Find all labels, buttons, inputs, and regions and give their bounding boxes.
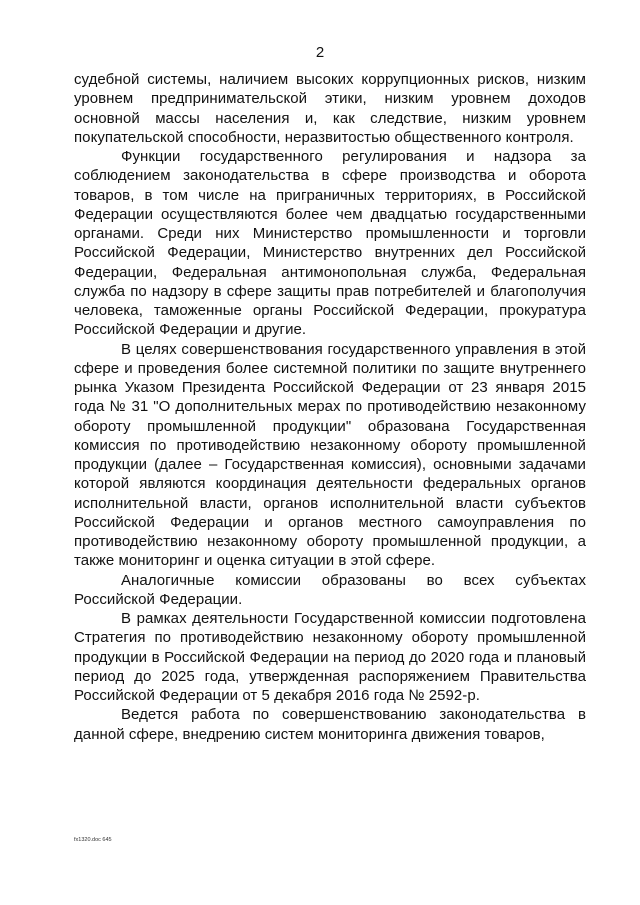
paragraph-regulation-functions: Функции государственного регулирования и надзора за соблюдением законодательства в сфере производства и оборота товаров, в том числе на приграничных территориях, в Российской Федерации осуществляются более чем двадцатью государственными органами. Среди них Министерство промышленности и торговли Российской Федерации, Министерство внутренних дел Российской Федерации, Федеральная антимонопольная служба, Федеральная служба по надзору в сфере защиты прав потребителей и благополучия человека, таможенные органы Российской Федерации, прокуратура Российской Федерации и другие.	[74, 148, 586, 339]
paragraph-state-commission: В целях совершенствования государственного управления в этой сфере и проведения более системной политики по защите внутреннего рынка Указом Президента Российской Федерации от 23 января 2015 года № 31 "О дополнительных мерах по противодействию незаконному обороту промышленной продукции" образована Государственная комиссия по противодействию незаконному обороту промышленной продукции (далее – Государственная комиссия), основными задачами которой являются координация деятельности федеральных органов исполнительной власти, органов исполнительной власти субъектов Российской Федерации и органов местного самоуправления по противодействию незаконному обороту промышленной продукции, а также мониторинг и оценка ситуации в этой сфере.	[74, 340, 586, 570]
paragraph-continuation: судебной системы, наличием высоких коррупционных рисков, низким уровнем предпринимательской этики, низким уровнем доходов основной массы населения и, как следствие, низким уровнем покупательской способности, неразвитостью общественного контроля.	[74, 71, 586, 146]
paragraph-strategy: В рамках деятельности Государственной комиссии подготовлена Стратегия по противодействию незаконному обороту промышленной продукции в Российской Федерации на период до 2020 года и плановый период до 2025 года, утвержденная распоряжением Правительства Российской Федерации от 5 декабря 2016 года № 2592-р.	[74, 610, 586, 704]
paragraph-regional-commissions: Аналогичные комиссии образованы во всех субъектах Российской Федерации.	[74, 571, 586, 608]
footer-file-code: fx1320.doc 645	[74, 837, 112, 843]
page-number: 2	[315, 44, 325, 61]
paragraph-legislation-work: Ведется работа по совершенствованию законодательства в данной сфере, внедрению систем мониторинга движения товаров,	[74, 706, 586, 743]
document-body	[74, 70, 586, 744]
